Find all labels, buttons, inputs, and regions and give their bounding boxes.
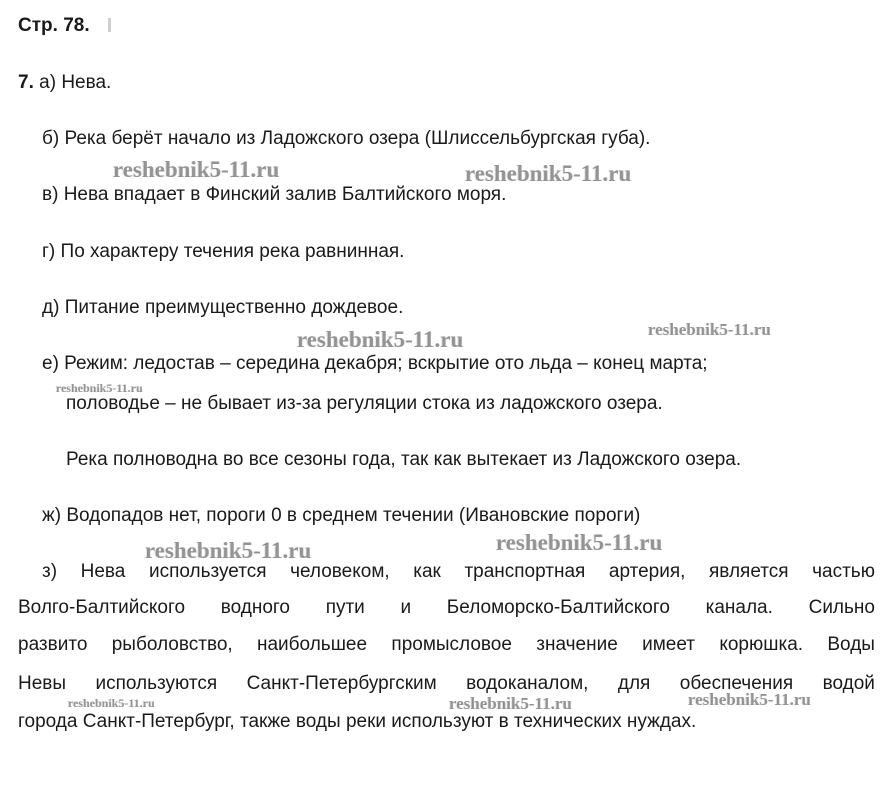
- answer-zh: ж) Водопадов нет, пороги 0 в среднем течении (Ивановские пороги): [42, 505, 641, 526]
- word: города Санкт-Петербург, также воды реки используют в технических нуждах.: [18, 711, 697, 732]
- word: наибольшее: [257, 634, 368, 655]
- word: артерия,: [608, 561, 686, 582]
- word: используется: [148, 561, 267, 582]
- word: как: [413, 561, 441, 582]
- answer-a: а) Нева.: [39, 72, 112, 93]
- watermark: reshebnik5-11.ru: [56, 381, 143, 395]
- word: корюшка.: [719, 634, 804, 655]
- word: Невы: [18, 673, 67, 694]
- word: для: [617, 673, 651, 694]
- word: транспортная: [464, 561, 586, 582]
- word: Сильно: [808, 597, 875, 618]
- word: развито: [18, 634, 88, 655]
- watermark: reshebnik5-11.ru: [113, 157, 280, 182]
- answer-z-line3: [18, 633, 875, 657]
- word: имеет: [642, 634, 695, 655]
- answer-b: б) Река берёт начало из Ладожского озера (Шлиссельбургская губа).: [42, 128, 651, 149]
- word: Беломорско-Балтийского: [446, 597, 670, 618]
- answer-e-line1: е) Режим: ледостав – середина декабря; вскрытие ото льда – конец марта;: [42, 353, 708, 374]
- cursor-mark: [108, 18, 111, 32]
- answer-v: в) Нева впадает в Финский залив Балтийского моря.: [42, 184, 507, 205]
- word: промысловое: [391, 634, 512, 655]
- word: канала.: [705, 597, 773, 618]
- watermark: reshebnik5-11.ru: [496, 530, 663, 555]
- answer-e-line2: половодье – не бывает из-за регуляции стока из ладожского озера.: [66, 393, 663, 414]
- word: человеком,: [290, 561, 390, 582]
- watermark: reshebnik5-11.ru: [68, 696, 155, 710]
- watermark: reshebnik5-11.ru: [297, 327, 464, 352]
- word: водой: [822, 673, 875, 694]
- task-number: 7.: [18, 72, 34, 93]
- task-item-a: [18, 71, 111, 95]
- word: з): [42, 561, 58, 582]
- word: частью: [812, 561, 875, 582]
- word: рыболовство,: [111, 634, 233, 655]
- watermark: reshebnik5-11.ru: [449, 694, 572, 713]
- word: Санкт-Петербургским: [246, 673, 437, 694]
- answer-d: д) Питание преимущественно дождевое.: [42, 297, 404, 318]
- word: Нева: [80, 561, 126, 582]
- page-reference: Стр. 78.: [18, 15, 90, 36]
- watermark: reshebnik5-11.ru: [465, 161, 632, 186]
- word: Волго-Балтийского: [18, 597, 186, 618]
- watermark: reshebnik5-11.ru: [688, 690, 811, 709]
- word: водоканалом,: [466, 673, 589, 694]
- word: значение: [536, 634, 618, 655]
- word: Воды: [827, 634, 875, 655]
- word: и: [400, 597, 412, 618]
- watermark: reshebnik5-11.ru: [145, 538, 312, 563]
- answer-z-line4: [18, 672, 875, 696]
- answer-e-line3: Река полноводна во все сезоны года, так как вытекает из Ладожского озера.: [66, 449, 742, 470]
- watermark: reshebnik5-11.ru: [648, 320, 771, 339]
- word: водного: [220, 597, 290, 618]
- word: пути: [325, 597, 365, 618]
- answer-g: г) По характеру течения река равнинная.: [42, 241, 405, 262]
- answer-z-line1: [42, 560, 875, 584]
- word: является: [709, 561, 789, 582]
- word: обеспечения: [679, 673, 794, 694]
- answer-z-line2: [18, 596, 875, 620]
- answer-z-line5: [18, 710, 875, 734]
- word: используются: [95, 673, 218, 694]
